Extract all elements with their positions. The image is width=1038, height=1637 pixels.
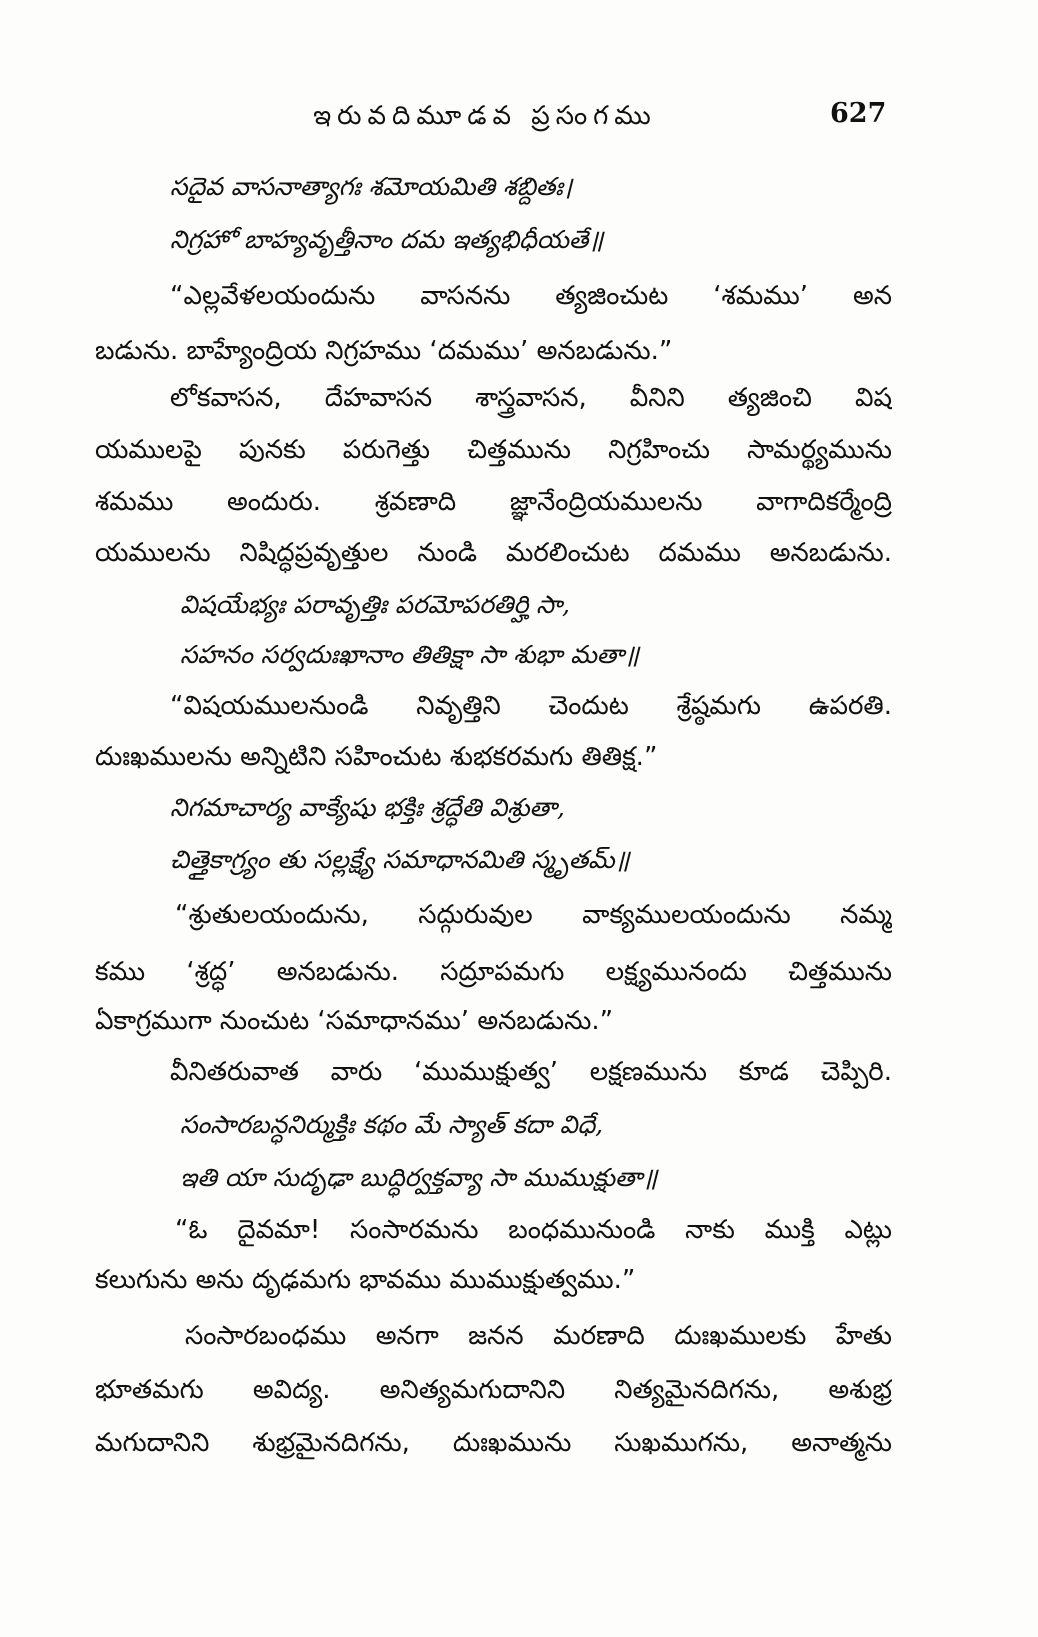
paragraph-line: భూతమగు అవిద్య. అనిత్యమగుదానిని నిత్యమైనదిగను, అశుభ్ర: [95, 1375, 892, 1405]
paragraph-line: కము ‘శ్రద్ధ’ అనబడును. సద్రూపమగు లక్ష్యమునందు చిత్తమును: [95, 957, 892, 987]
verse-line: ఇతి యా సుదృఢా బుద్ధిర్వక్తవ్యా సా ముముక్షుతా॥: [180, 1163, 658, 1192]
paragraph-line: దుఃఖములను అన్నిటిని సహించుట శుభకరమగు తితిక్ష.”: [95, 742, 658, 772]
paragraph-line: కలుగును అను దృఢమగు భావము ముముక్షుత్వము.”: [95, 1265, 636, 1295]
verse-line: నిగమాచార్య వాక్యేషు భక్తిః శ్రద్ధేతి విశ్రుతా,: [170, 793, 565, 822]
paragraph-line: మగుదానిని శుభ్రమైనదిగను, దుఃఖమును సుఖముగను, అనాత్మను: [95, 1428, 892, 1458]
paragraph-line: “ఎల్లవేళలయందును వాసనను త్యజించుట ‘శమము’ అన: [170, 281, 892, 311]
paragraph-line: శమము అందురు. శ్రవణాది జ్ఞానేంద్రియములను వాగాదికర్మేంద్రి: [95, 487, 892, 517]
paragraph-line: సంసారబంధము అనగా జనన మరణాది దుఃఖములకు హేతు: [185, 1321, 892, 1351]
verse-line: చిత్తైకాగ్ర్యం తు సల్లక్ష్యే సమాధానమితి స్మృతమ్॥: [170, 845, 630, 874]
verse-line: సదైవ వాసనాత్యాగః శమోయమితి శబ్దితః।: [170, 172, 573, 201]
paragraph-line: “విషయములనుండి నివృత్తిని చెందుట శ్రేష్ఠమగు ఉపరతి.: [170, 691, 892, 721]
paragraph-line: యములను నిషిద్ధప్రవృత్తుల నుండి మరలించుట దమము అనబడును.: [95, 538, 892, 568]
verse-line: సంసారబన్ధనిర్ముక్తిః కథం మే స్యాత్ కదా విధే,: [180, 1110, 604, 1139]
paragraph-line: యములపై పునకు పరుగెత్తు చిత్తమును నిగ్రహించు సామర్థ్యమును: [95, 435, 892, 465]
paragraph-line: వీనితరువాత వారు ‘ముముక్షుత్వ’ లక్షణమును కూడ చెప్పిరి.: [170, 1057, 892, 1087]
paragraph-line: బడును. బాహ్యేంద్రియ నిగ్రహము ‘దమము’ అనబడును.”: [95, 336, 673, 366]
running-header-title: ఇరువదిమూడవ ప్రసంగము: [313, 101, 657, 131]
verse-line: విషయేభ్యః పరావృత్తిః పరమోపరతిర్హి సా,: [180, 590, 570, 619]
paragraph-line: లోకవాసన, దేహవాసన శాస్త్రవాసన, వీనిని త్యజించి విష: [170, 383, 892, 413]
paragraph-line: “ఓ దైవమా! సంసారమను బంధమునుండి నాకు ముక్తి ఎట్లు: [175, 1215, 892, 1245]
verse-line: నిగ్రహో బాహ్యవృత్తీనాం దమ ఇత్యభిధీయతే॥: [170, 225, 604, 254]
paragraph-line: ఏకాగ్రముగా నుంచుట ‘సమాధానము’ అనబడును.”: [95, 1006, 614, 1036]
paragraph-line: “శ్రుతులయందును, సద్గురువుల వాక్యములయందును నమ్మ: [175, 900, 892, 930]
verse-line: సహనం సర్వదుఃఖానాం తితిక్షా సా శుభా మతా॥: [180, 640, 640, 669]
page-number: 627: [830, 98, 887, 129]
